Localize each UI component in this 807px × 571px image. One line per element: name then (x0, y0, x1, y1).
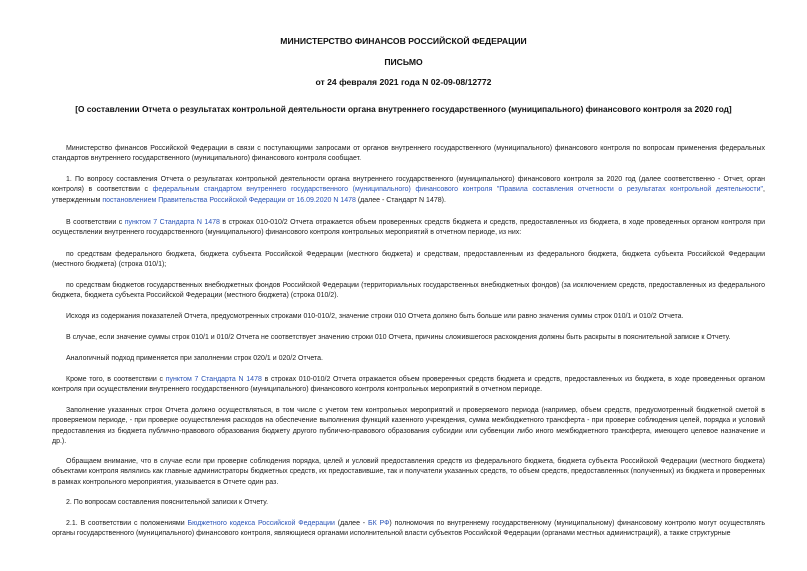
paragraph-8 (52, 375, 765, 396)
standard-point-7-link-2[interactable]: пунктом 7 Стандарта N 1478 (165, 376, 262, 383)
standard-point-7-link[interactable]: пунктом 7 Стандарта N 1478 (124, 219, 220, 226)
resolution-link[interactable]: постановлением Правительства Российской Федерации от 16.09.2020 N 1478 (102, 196, 356, 204)
paragraph-6: В случае, если значение суммы строк 010/1 и 010/2 Отчета не соответствует значению строки 010 Отчета, причины сложившегося расхождения должны быть раскрыты в пояснительной записке к Отчету. (66, 334, 731, 341)
paragraph-7: Аналогичный подход применяется при заполнении строк 020/1 и 020/2 Отчета. (66, 355, 323, 362)
paragraph-12-text-b: (далее - (334, 520, 368, 527)
ministry-title: МИНИСТЕРСТВО ФИНАНСОВ РОССИЙСКОЙ ФЕДЕРАЦИИ (280, 36, 527, 46)
paragraph-2 (52, 218, 765, 239)
paragraph-2-text-a: В соответствии с (66, 219, 125, 226)
paragraph-12 (52, 519, 765, 540)
paragraph-1-text-b: , утвержденным (52, 186, 765, 204)
paragraph-1-text-a: 1. По вопросу составления Отчета о результатах контрольной деятельности органа внутреннего государственного (муниципального) финансового контроля за 2020 год (далее соответственно - Отчет, орган контроля) в соответствии с (52, 176, 765, 194)
paragraph-1-text-c: (далее - Стандарт N 1478). (355, 196, 446, 204)
paragraph-9: Заполнение указанных строк Отчета должно осуществляться, в том числе с учетом тем контрольных мероприятий и проверяемого периода (например, объем средств, предусмотренный бюджетной сметой в проверяемом периоде, - при проверке осуществления расходов на обеспечение выполнения функций казенного учреждения, сумма межбюджетного трансферта - при проверке соблюдения целей, порядка и условий предоставления из бюджета публично-правового образования бюджету другого публично-правового образования субсидии или субвенции либо иного межбюджетного трансферта, имеющего целевое назначение и др.). (52, 407, 765, 446)
document-subject: [О составлении Отчета о результатах контрольной деятельности органа внутреннего государственного (муниципального) финансового контроля за 2020 год] (75, 104, 732, 114)
paragraph-10: Обращаем внимание, что в случае если при проверке соблюдения порядка, целей и условий предоставления средств из федерального бюджета, бюджета субъекта Российской Федерации (местного бюджета) объектами контроля являлись как главные администраторы бюджетных средств, их предоставившие, так и получатели указанных средств, то объем средств, предоставленных (полученных) из бюджета и проверенных в рамках контрольного мероприятия, указывается в Отчете один раз. (52, 458, 765, 486)
standard-link[interactable]: федеральным стандартом внутреннего государственного (муниципального) финансового контроля "Правила составления отчетности о результатах контрольной деятельности" (152, 186, 764, 194)
paragraph-8-text-a: Кроме того, в соответствии с (66, 376, 166, 383)
paragraph-8-text-b: в строках 010-010/2 Отчета отражается объем проверенных средств бюджета и средств, предоставленных из бюджета, в ходе проведенных органом контроля при осуществлении внутреннего государственного (муниципального) финансового контроля контрольных мероприятий в отчетном периоде. (52, 376, 765, 394)
document-date: от 24 февраля 2021 года N 02-09-08/12772 (315, 77, 492, 87)
bk-rf-link[interactable]: БК РФ (367, 520, 390, 527)
paragraph-2-text-b: в строках 010-010/2 Отчета отражается объем проверенных средств бюджета и средств, предоставленных из бюджета, в ходе проведенных органом контроля при осуществлении внутреннего государственного (муниципального) финансового контроля контрольных мероприятий в отчетном периоде, из них: (52, 219, 765, 237)
intro-paragraph: Министерство финансов Российской Федерации в связи с поступающими запросами от органов внутреннего государственного (муниципального) финансового контроля по вопросам применения федеральных стандартов внутреннего государственного (муниципального) финансового контроля сообщает. (52, 145, 765, 163)
paragraph-12-text-c: ) полномочия по внутреннему государственному (муниципальному) финансовому контролю могут осуществлять органы государственного (муниципального) финансового контроля, являющиеся органами исполнительной власти субъектов Российской Федерации (органами местных администраций), а также структурные (52, 520, 765, 538)
paragraph-1 (52, 175, 765, 206)
paragraph-3: по средствам федерального бюджета, бюджета субъекта Российской Федерации (местного бюджета) и средствам, предоставленным из федерального бюджета, бюджета субъекта Российской Федерации (местного бюджета) (строка 010/1); (52, 251, 765, 269)
paragraph-11: 2. По вопросам составления пояснительной записки к Отчету. (66, 499, 269, 506)
paragraph-5: Исходя из содержания показателей Отчета, предусмотренных строками 010-010/2, значение строки 010 Отчета должно быть больше или равно значения суммы строк 010/1 и 010/2 Отчета. (66, 313, 684, 320)
paragraph-12-text-a: 2.1. В соответствии с положениями (66, 520, 188, 527)
paragraph-4: по средствам бюджетов государственных внебюджетных фондов Российской Федерации (территориальных государственных внебюджетных фондов) (за исключением средств, предоставленных из федерального бюджета, бюджета субъекта Российской Федерации (местного бюджета) (строка 010/2). (52, 282, 765, 300)
document-type: ПИСЬМО (384, 57, 423, 67)
budget-code-link[interactable]: Бюджетного кодекса Российской Федерации (187, 520, 335, 527)
